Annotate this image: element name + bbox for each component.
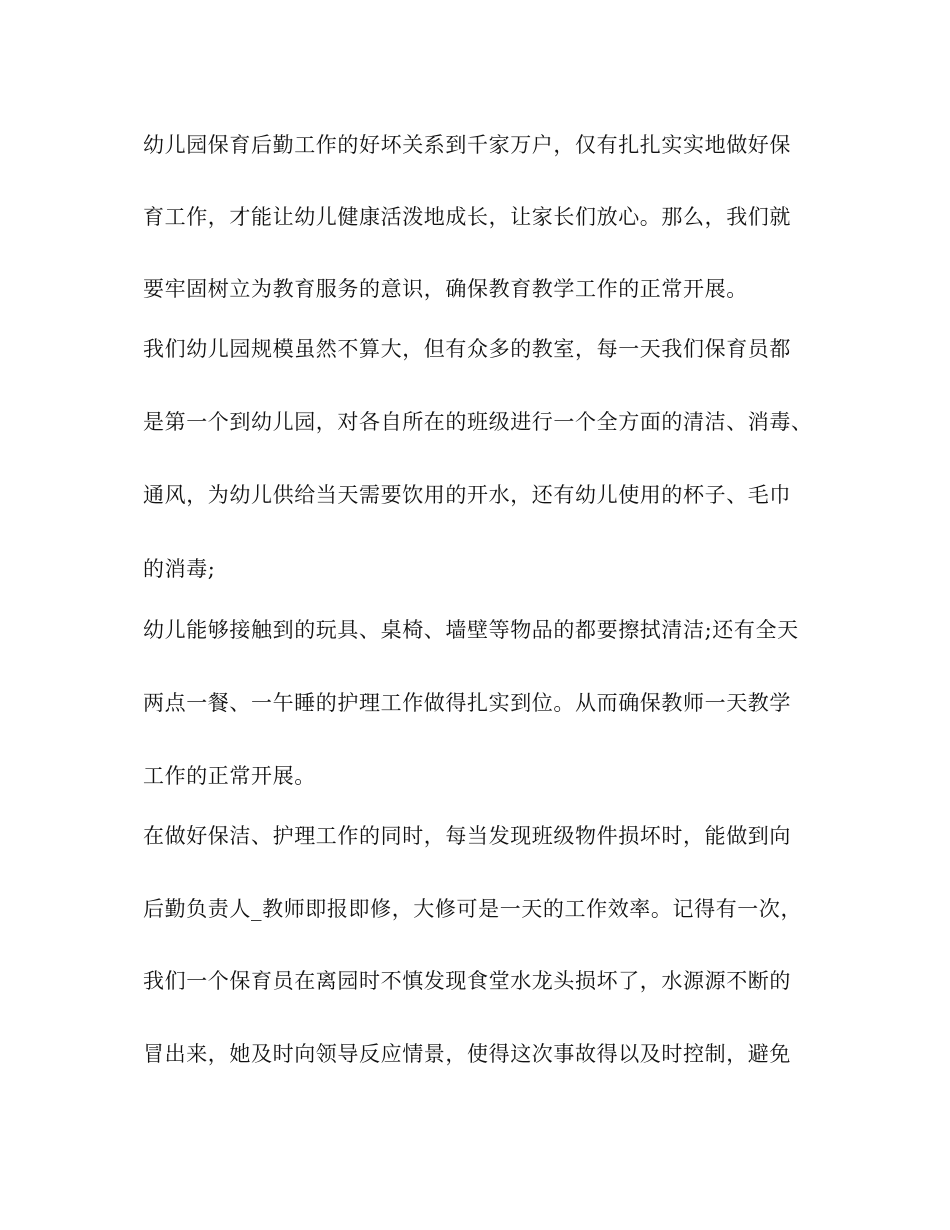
text-line: 后勤负责人_教师即报即修，大修可是一天的工作效率。记得有一次， <box>143 897 803 921</box>
text-line: 两点一餐、一午睡的护理工作做得扎实到位。从而确保教师一天教学 <box>143 691 791 715</box>
text-line: 要牢固树立为教育服务的意识，确保教育教学工作的正常开展。 <box>143 277 748 301</box>
text-line: 冒出来，她及时向领导反应情景，使得这次事故得以及时控制，避免 <box>143 1042 791 1066</box>
text-line: 在做好保洁、护理工作的同时，每当发现班级物件损坏时，能做到向 <box>143 824 791 848</box>
text-line: 工作的正常开展。 <box>143 764 316 788</box>
text-line: 我们幼儿园规模虽然不算大，但有众多的教室，每一天我们保育员都 <box>143 337 791 361</box>
text-line: 育工作，才能让幼儿健康活泼地成长，让家长们放心。那么，我们就 <box>143 205 791 229</box>
text-line: 幼儿园保育后勤工作的好坏关系到千家万户，仅有扎扎实实地做好保 <box>143 133 791 157</box>
text-line: 是第一个到幼儿园，对各自所在的班级进行一个全方面的清洁、消毒、 <box>143 410 813 434</box>
text-line: 幼儿能够接触到的玩具、桌椅、墙壁等物品的都要擦拭清洁;还有全天 <box>143 618 799 642</box>
text-line: 的消毒; <box>143 557 216 581</box>
text-line: 我们一个保育员在离园时不慎发现食堂水龙头损坏了，水源源不断的 <box>143 969 791 993</box>
text-line: 通风，为幼儿供给当天需要饮用的开水，还有幼儿使用的杯子、毛巾 <box>143 483 791 507</box>
